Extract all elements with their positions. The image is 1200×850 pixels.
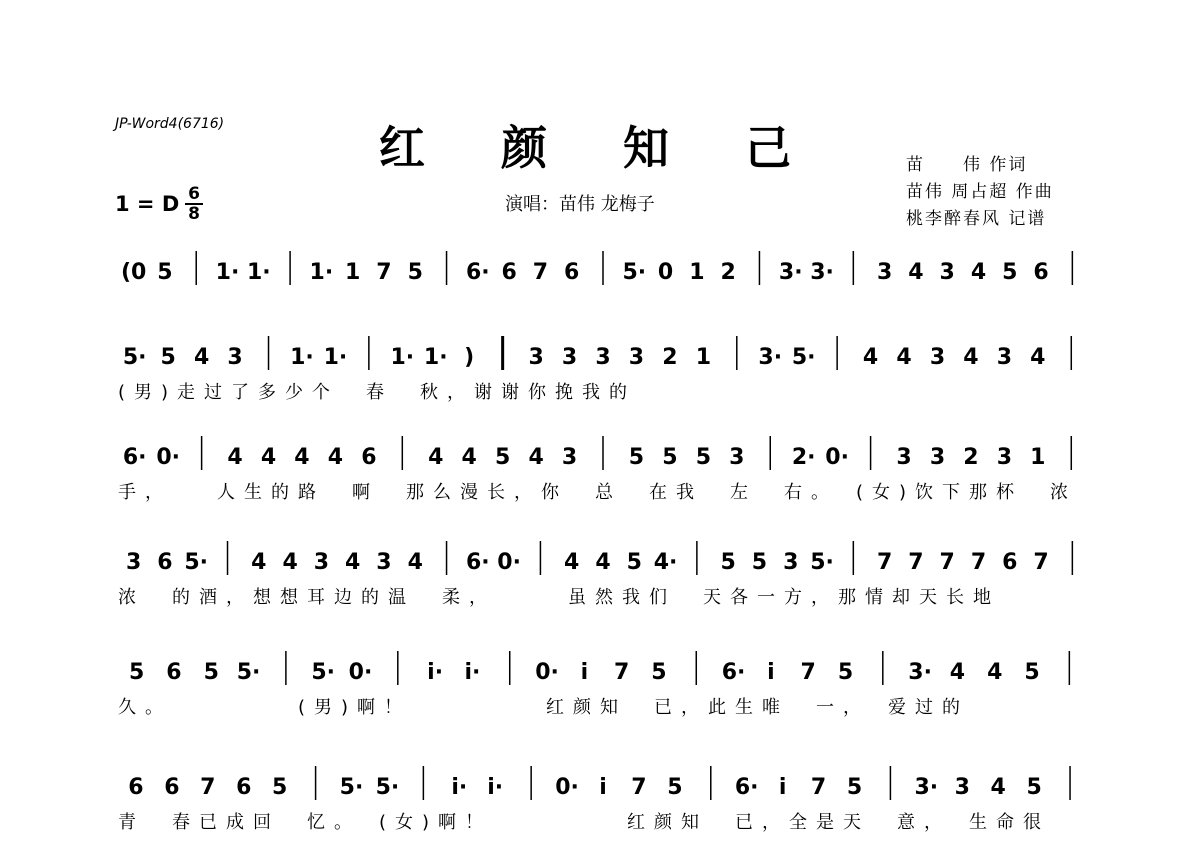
note: 4· <box>653 550 678 575</box>
note: 4 <box>193 345 210 370</box>
note: 0· <box>348 660 373 685</box>
note: 6 <box>1002 550 1018 575</box>
note: 3· <box>810 260 834 285</box>
note: 3 <box>876 260 893 285</box>
note: 5 <box>720 550 736 575</box>
software-label: JP-Word4(6716) <box>115 116 225 132</box>
note: 3 <box>996 445 1013 470</box>
note: 4 <box>564 550 580 575</box>
note: 5· <box>339 775 364 800</box>
song-title: 红 颜 知 己 <box>378 121 822 175</box>
note: 2 <box>662 345 678 370</box>
note: 4 <box>908 260 924 285</box>
note: 6 <box>128 775 144 800</box>
note: i· <box>427 660 444 685</box>
note: 4 <box>949 660 966 685</box>
note: 7 <box>376 260 392 285</box>
note: 1· <box>246 260 271 285</box>
note: 1· <box>323 345 348 370</box>
note: 5 <box>667 775 683 800</box>
note: 2· <box>791 445 816 470</box>
transcriber-credit: 桃李醉春风 记谱 <box>906 209 1047 229</box>
note: 5 <box>1002 260 1018 285</box>
note: 3 <box>313 550 330 575</box>
note: 4 <box>896 345 912 370</box>
note: i <box>778 775 787 800</box>
note: 3 <box>929 445 946 470</box>
note: 6· <box>466 550 490 575</box>
note: 5· <box>375 775 400 800</box>
note: 1 <box>345 260 361 285</box>
lyricist-credit: 苗 伟 作词 <box>906 155 1028 175</box>
lyrics-row: 浓 的酒，想想耳边的温 柔， 虽然我们 天各一方，那情却天长地 <box>118 587 1000 608</box>
note: 4 <box>987 660 1003 685</box>
note: 3 <box>528 345 544 370</box>
note: 0 <box>657 260 674 285</box>
score-line-2 <box>0 330 1200 420</box>
note: 3 <box>939 260 955 285</box>
note: 6 <box>236 775 252 800</box>
note: 7 <box>908 550 924 575</box>
note: 3 <box>561 445 578 470</box>
note: 4 <box>327 445 344 470</box>
note: 5 <box>407 260 423 285</box>
note: 4 <box>260 445 277 470</box>
note: 6· <box>721 660 746 685</box>
note: 4 <box>1030 345 1046 370</box>
note: 5 <box>662 445 678 470</box>
note: 5 <box>837 660 854 685</box>
note: 0· <box>555 775 579 800</box>
note: i· <box>487 775 504 800</box>
lyrics-row: 青 春已成回 忆。 (女)啊！ 红颜知 已，全是天 意， 生命很 <box>118 812 1051 833</box>
note: 4 <box>407 550 423 575</box>
note: 5 <box>695 445 712 470</box>
note: 6 <box>361 445 377 470</box>
note: 3· <box>908 660 932 685</box>
note: 3 <box>628 345 645 370</box>
note: 5· <box>791 345 816 370</box>
composer-credit: 苗伟 周占超 作曲 <box>906 182 1054 202</box>
note: 1 <box>1030 445 1046 470</box>
note: 3 <box>561 345 578 370</box>
note: 4 <box>428 445 444 470</box>
note: 6 <box>164 775 180 800</box>
note: 5· <box>184 550 209 575</box>
note: 7 <box>800 660 816 685</box>
note: 4 <box>528 445 544 470</box>
note: 4 <box>461 445 477 470</box>
note: 5· <box>122 345 147 370</box>
note: 1 <box>689 260 705 285</box>
note: 3 <box>929 345 946 370</box>
lyrics-row: 久。 (男)啊！ 红颜知 已，此生唯 一， 爱过的 <box>118 697 970 718</box>
note: 7 <box>939 550 955 575</box>
note: ) <box>464 345 475 370</box>
note: 4 <box>282 550 298 575</box>
note: 3 <box>595 345 611 370</box>
note: 5· <box>622 260 647 285</box>
time-denominator: 8 <box>188 204 200 224</box>
key-signature: 1 = D <box>115 192 180 216</box>
note: 0· <box>156 445 181 470</box>
note: 5 <box>1024 660 1040 685</box>
note: 5 <box>203 660 219 685</box>
note: 5 <box>272 775 288 800</box>
note: 6 <box>1033 260 1049 285</box>
note: 4 <box>595 550 611 575</box>
note: 6 <box>166 660 182 685</box>
note: 7 <box>970 550 987 575</box>
notation-row <box>0 245 1200 305</box>
note: 5 <box>157 260 173 285</box>
note: 5· <box>236 660 261 685</box>
score-line-1 <box>0 245 1200 335</box>
note: 3· <box>914 775 939 800</box>
note: 3 <box>783 550 799 575</box>
note: i· <box>464 660 481 685</box>
note: 3· <box>758 345 783 370</box>
note: 4 <box>227 445 243 470</box>
note: 6· <box>466 260 490 285</box>
note: 5 <box>628 445 645 470</box>
note: i· <box>451 775 468 800</box>
note: 4 <box>970 260 987 285</box>
score-line-4 <box>0 535 1200 625</box>
note: 6 <box>564 260 580 285</box>
note: 5 <box>494 445 511 470</box>
note: 5 <box>846 775 863 800</box>
note: 1 <box>695 345 712 370</box>
note: 3 <box>227 345 243 370</box>
note: 1· <box>390 345 415 370</box>
note: 3· <box>778 260 803 285</box>
note: 6 <box>501 260 517 285</box>
note: 4 <box>862 345 879 370</box>
note: 0· <box>825 445 849 470</box>
note: 1· <box>309 260 334 285</box>
note: 4 <box>990 775 1006 800</box>
note: 2 <box>963 445 979 470</box>
note: i <box>767 660 775 685</box>
score-line-6 <box>0 760 1200 850</box>
note: 2 <box>720 260 736 285</box>
note: 5 <box>626 550 642 575</box>
singers: 演唱：苗伟 龙梅子 <box>505 194 655 215</box>
note: 6· <box>734 775 759 800</box>
note: 0· <box>535 660 559 685</box>
note: 4 <box>963 345 979 370</box>
note: 7 <box>810 775 827 800</box>
time-numerator: 6 <box>188 184 200 204</box>
note: 3 <box>376 550 392 575</box>
note: 5· <box>810 550 834 575</box>
note: 3 <box>996 345 1013 370</box>
time-signature <box>185 186 203 222</box>
note: 7 <box>876 550 893 575</box>
note: 5 <box>128 660 145 685</box>
score-line-5 <box>0 645 1200 735</box>
note: 5· <box>311 660 336 685</box>
note: 3 <box>954 775 970 800</box>
note: 1· <box>423 345 448 370</box>
lyrics-row: (男)走过了多少个 春 秋，谢谢你挽我的 <box>118 382 637 403</box>
note: 5 <box>651 660 667 685</box>
note: 4 <box>251 550 267 575</box>
lyrics-row: 手， 人生的路 啊 那么漫长，你 总 在我 左 右。 (女)饮下那杯 浓 <box>118 482 1078 503</box>
note: 1· <box>215 260 240 285</box>
note: 1· <box>290 345 314 370</box>
note: i <box>599 775 607 800</box>
note: 6· <box>122 445 147 470</box>
note: 7 <box>631 775 647 800</box>
note: 3 <box>125 550 142 575</box>
note: 7 <box>613 660 630 685</box>
note: 4 <box>345 550 361 575</box>
note: i <box>580 660 589 685</box>
score-line-3 <box>0 430 1200 520</box>
note: 0· <box>497 550 521 575</box>
note: 5 <box>160 345 176 370</box>
note: 3 <box>729 445 745 470</box>
note: 4 <box>294 445 310 470</box>
note: 7 <box>532 260 549 285</box>
note: 7 <box>1033 550 1049 575</box>
note: 5 <box>751 550 768 575</box>
note: 7 <box>200 775 216 800</box>
note: 6 <box>157 550 173 575</box>
note: 5 <box>1026 775 1042 800</box>
note: 3 <box>896 445 912 470</box>
note: (0 <box>120 260 147 285</box>
